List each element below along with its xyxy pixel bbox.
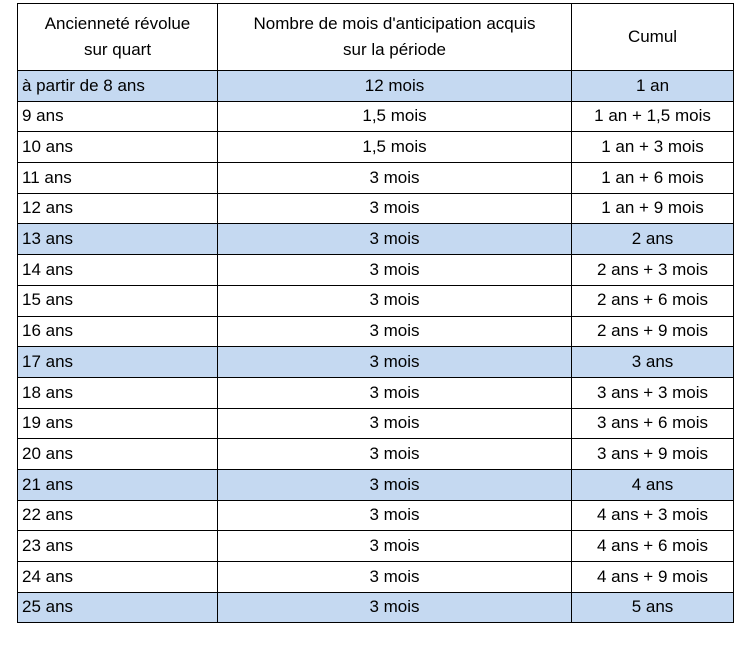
cell-mois: 3 mois bbox=[218, 255, 572, 286]
cell-cumul: 1 an + 6 mois bbox=[572, 163, 734, 194]
cell-anciennete: 14 ans bbox=[18, 255, 218, 286]
cell-cumul: 4 ans + 6 mois bbox=[572, 531, 734, 562]
cell-anciennete: 19 ans bbox=[18, 408, 218, 439]
cell-anciennete: 9 ans bbox=[18, 101, 218, 132]
table-row bbox=[18, 224, 734, 255]
cell-cumul: 5 ans bbox=[572, 592, 734, 623]
cell-mois: 3 mois bbox=[218, 163, 572, 194]
table-row bbox=[18, 163, 734, 194]
table-row bbox=[18, 592, 734, 623]
header-anciennete-line2: sur quart bbox=[83, 40, 152, 59]
header-mois bbox=[218, 4, 572, 71]
cell-mois: 1,5 mois bbox=[218, 101, 572, 132]
cell-cumul: 2 ans + 3 mois bbox=[572, 255, 734, 286]
table-row bbox=[18, 255, 734, 286]
cell-cumul: 2 ans + 9 mois bbox=[572, 316, 734, 347]
table-row bbox=[18, 469, 734, 500]
anticipation-table bbox=[17, 3, 734, 623]
header-cumul-label: Cumul bbox=[627, 27, 678, 46]
table-row bbox=[18, 71, 734, 102]
header-anciennete bbox=[18, 4, 218, 71]
cell-anciennete: 12 ans bbox=[18, 193, 218, 224]
cell-anciennete: 22 ans bbox=[18, 500, 218, 531]
cell-mois: 12 mois bbox=[218, 71, 572, 102]
table-row bbox=[18, 531, 734, 562]
table-container bbox=[17, 3, 734, 623]
cell-mois: 3 mois bbox=[218, 469, 572, 500]
cell-mois: 3 mois bbox=[218, 193, 572, 224]
cell-cumul: 4 ans + 9 mois bbox=[572, 562, 734, 593]
cell-mois: 3 mois bbox=[218, 500, 572, 531]
cell-mois: 3 mois bbox=[218, 316, 572, 347]
cell-anciennete: 21 ans bbox=[18, 469, 218, 500]
cell-anciennete: 10 ans bbox=[18, 132, 218, 163]
cell-cumul: 3 ans bbox=[572, 347, 734, 378]
cell-mois: 3 mois bbox=[218, 377, 572, 408]
cell-anciennete: 20 ans bbox=[18, 439, 218, 470]
cell-cumul: 3 ans + 6 mois bbox=[572, 408, 734, 439]
table-row bbox=[18, 347, 734, 378]
table-row bbox=[18, 408, 734, 439]
cell-cumul: 3 ans + 9 mois bbox=[572, 439, 734, 470]
cell-mois: 3 mois bbox=[218, 439, 572, 470]
table-row bbox=[18, 439, 734, 470]
cell-anciennete: 23 ans bbox=[18, 531, 218, 562]
table-row bbox=[18, 562, 734, 593]
table-row bbox=[18, 285, 734, 316]
table-row bbox=[18, 500, 734, 531]
cell-mois: 3 mois bbox=[218, 531, 572, 562]
cell-cumul: 1 an + 1,5 mois bbox=[572, 101, 734, 132]
table-row bbox=[18, 377, 734, 408]
cell-anciennete: 11 ans bbox=[18, 163, 218, 194]
cell-anciennete: 25 ans bbox=[18, 592, 218, 623]
header-mois-line1: Nombre de mois d'anticipation acquis bbox=[253, 14, 536, 33]
cell-anciennete: 24 ans bbox=[18, 562, 218, 593]
table-row bbox=[18, 132, 734, 163]
cell-cumul: 1 an + 3 mois bbox=[572, 132, 734, 163]
cell-cumul: 2 ans + 6 mois bbox=[572, 285, 734, 316]
cell-mois: 3 mois bbox=[218, 347, 572, 378]
cell-mois: 3 mois bbox=[218, 408, 572, 439]
cell-anciennete: 16 ans bbox=[18, 316, 218, 347]
table-header bbox=[18, 4, 734, 71]
table-row bbox=[18, 101, 734, 132]
cell-anciennete: à partir de 8 ans bbox=[18, 71, 218, 102]
cell-mois: 3 mois bbox=[218, 592, 572, 623]
cell-mois: 3 mois bbox=[218, 224, 572, 255]
cell-mois: 3 mois bbox=[218, 285, 572, 316]
header-anciennete-line1: Ancienneté révolue bbox=[44, 14, 191, 33]
cell-cumul: 3 ans + 3 mois bbox=[572, 377, 734, 408]
header-row bbox=[18, 4, 734, 71]
cell-cumul: 1 an bbox=[572, 71, 734, 102]
table-row bbox=[18, 193, 734, 224]
cell-mois: 1,5 mois bbox=[218, 132, 572, 163]
cell-anciennete: 17 ans bbox=[18, 347, 218, 378]
cell-mois: 3 mois bbox=[218, 562, 572, 593]
cell-anciennete: 15 ans bbox=[18, 285, 218, 316]
cell-cumul: 1 an + 9 mois bbox=[572, 193, 734, 224]
table-row bbox=[18, 316, 734, 347]
cell-cumul: 4 ans bbox=[572, 469, 734, 500]
header-mois-line2: sur la période bbox=[342, 40, 446, 59]
header-cumul bbox=[572, 4, 734, 71]
cell-anciennete: 13 ans bbox=[18, 224, 218, 255]
table-body bbox=[18, 71, 734, 623]
cell-cumul: 4 ans + 3 mois bbox=[572, 500, 734, 531]
cell-anciennete: 18 ans bbox=[18, 377, 218, 408]
cell-cumul: 2 ans bbox=[572, 224, 734, 255]
